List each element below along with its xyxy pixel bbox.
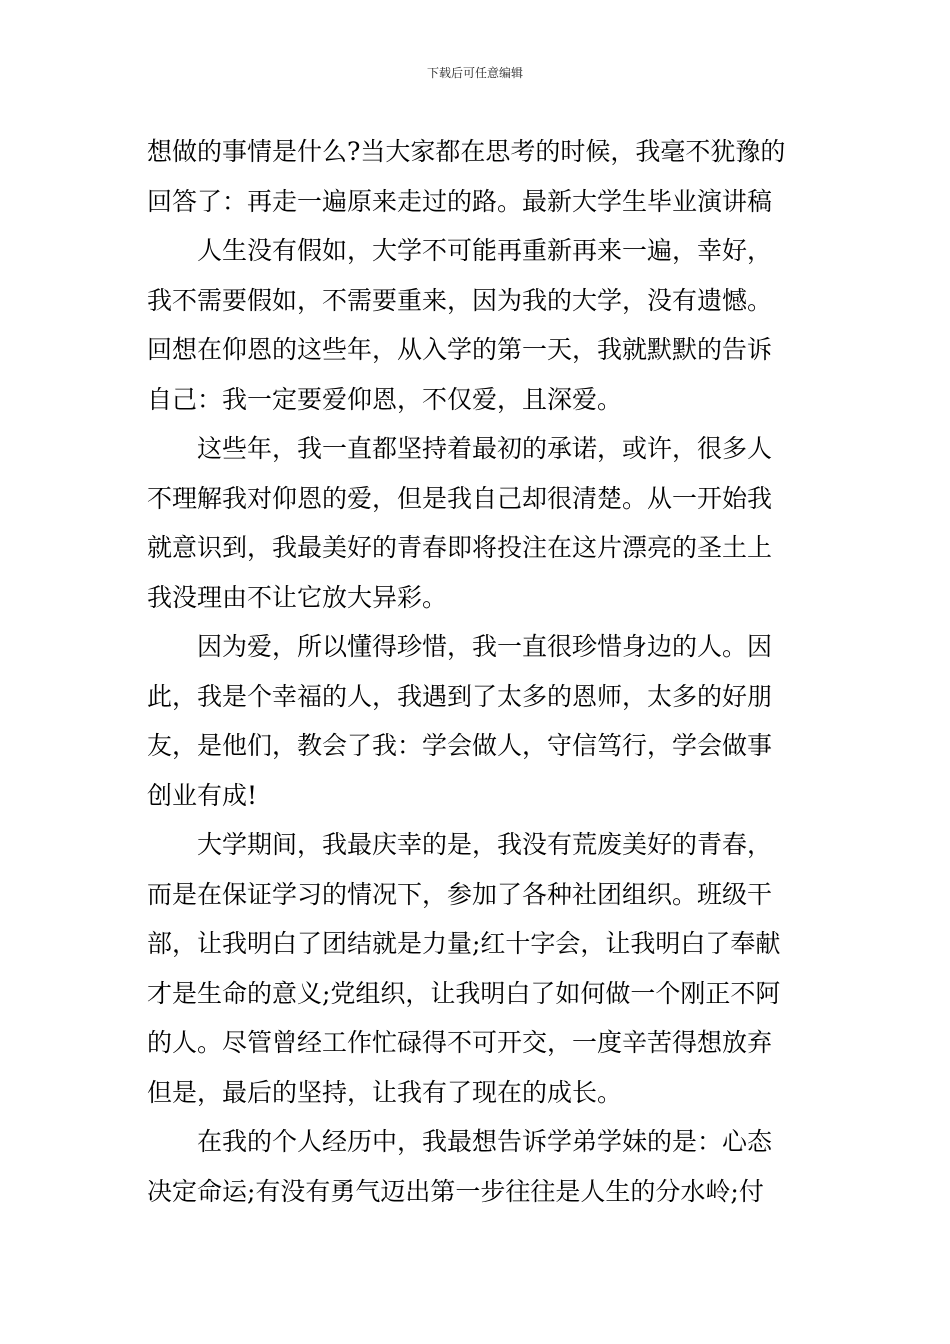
text-line: 我没理由不让它放大异彩。 — [147, 582, 448, 612]
text-line: 就意识到，我最美好的青春即将投注在这片漂亮的圣土上 — [147, 533, 773, 562]
text-line: 我不需要假如，不需要重来，因为我的大学，没有遗憾。 — [147, 285, 773, 315]
page-header: 下载后可任意编辑 — [426, 66, 523, 80]
text-line: 才是生命的意义;党组织，让我明白了如何做一个刚正不阿 — [147, 978, 781, 1008]
text-line: 不理解我对仰恩的爱，但是我自己却很清楚。从一开始我 — [147, 483, 773, 513]
text-line: 而是在保证学习的情况下，参加了各种社团组织。班级干 — [147, 879, 773, 909]
text-line: 在我的个人经历中，我最想告诉学弟学妹的是：心态 — [197, 1127, 773, 1156]
text-line: 但是，最后的坚持，让我有了现在的成长。 — [147, 1077, 623, 1107]
text-line: 这些年，我一直都坚持着最初的承诺，或许，很多人 — [197, 434, 773, 463]
text-line: 决定命运;有没有勇气迈出第一步往往是人生的分水岭;付 — [147, 1176, 764, 1206]
text-line: 回想在仰恩的这些年，从入学的第一天，我就默默的告诉 — [147, 335, 773, 364]
text-line: 因为爱，所以懂得珍惜，我一直很珍惜身边的人。因 — [197, 632, 773, 661]
text-line: 回答了：再走一遍原来走过的路。最新大学生毕业演讲稿 — [147, 186, 773, 216]
text-line: 的人。尽管曾经工作忙碌得不可开交，一度辛苦得想放弃 — [147, 1028, 773, 1057]
text-line: 自己：我一定要爱仰恩，不仅爱，且深爱。 — [147, 384, 623, 414]
text-line: 想做的事情是什么?当大家都在思考的时候，我毫不犹豫的 — [147, 137, 786, 166]
text-line: 大学期间，我最庆幸的是，我没有荒废美好的青春， — [197, 830, 773, 859]
text-line: 此，我是个幸福的人，我遇到了太多的恩师，太多的好朋 — [147, 681, 773, 711]
text-line: 创业有成! — [147, 780, 258, 810]
text-line: 人生没有假如，大学不可能再重新再来一遍，幸好， — [197, 236, 773, 265]
text-line: 部，让我明白了团结就是力量;红十字会，让我明白了奉献 — [147, 929, 781, 958]
document-body — [147, 127, 827, 1216]
text-line: 友，是他们，教会了我：学会做人，守信笃行，学会做事 — [147, 731, 773, 760]
